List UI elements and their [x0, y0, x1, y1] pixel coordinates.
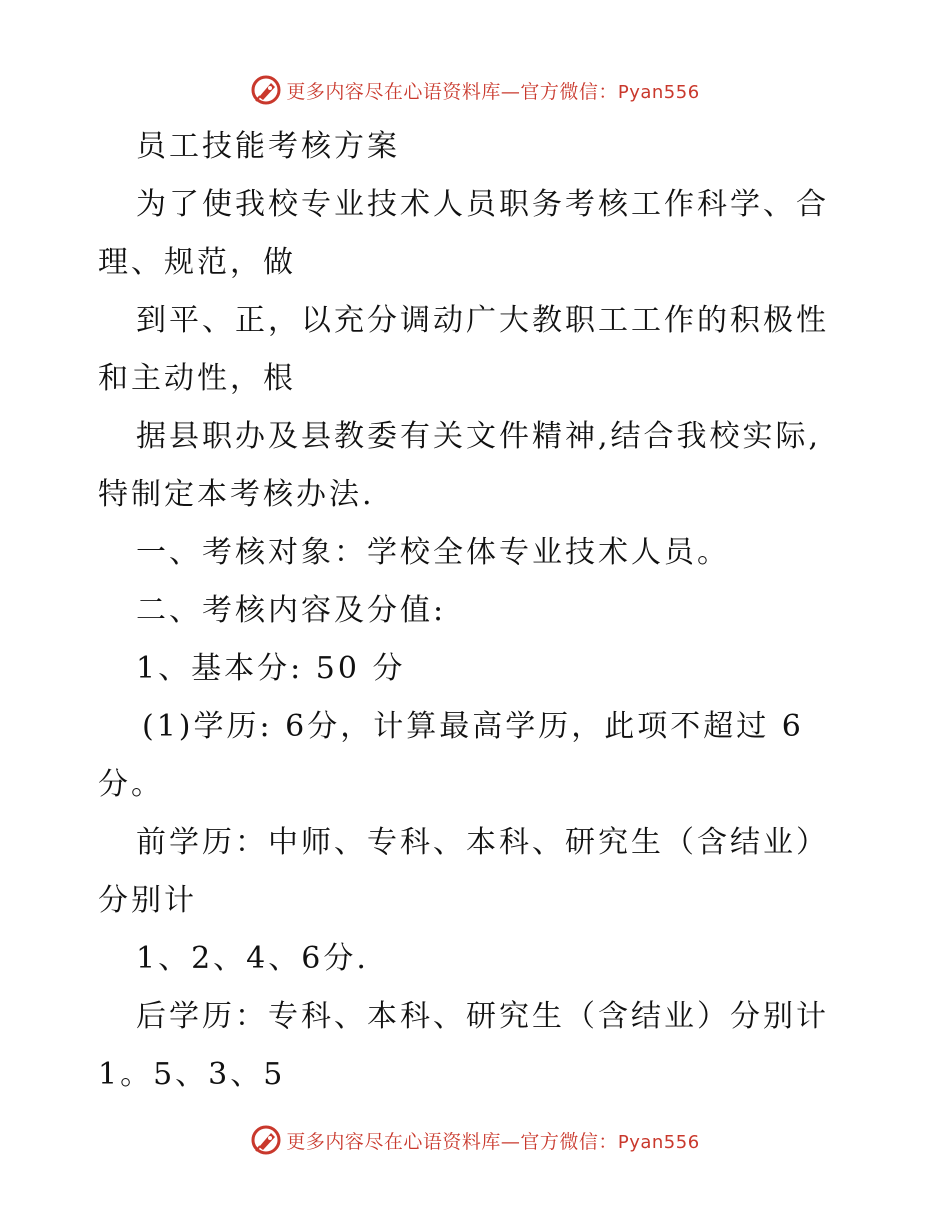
document-body [98, 118, 858, 1104]
paragraph-line: 前学历：中师、专科、本科、研究生（含结业） [136, 825, 829, 860]
paragraph-line: 1、2、4、6分. [136, 941, 369, 976]
pen-nib-logo-icon [250, 1124, 282, 1156]
paragraph-line: 1。5、3、5 [98, 1057, 286, 1092]
paragraph-line: 据县职办及县教委有关文件精神,结合我校实际, [136, 419, 822, 454]
paragraph-line: 为了使我校专业技术人员职务考核工作科学、合 [136, 187, 829, 222]
section-heading: 二、考核内容及分值: [136, 593, 447, 628]
paragraph-line: 理、规范，做 [98, 245, 296, 280]
section-heading: 一、考核对象：学校全体专业技术人员。 [136, 535, 730, 570]
footer-watermark-banner [0, 1120, 950, 1160]
header-watermark-banner [0, 70, 950, 110]
paragraph-line: 分别计 [98, 883, 197, 918]
pen-nib-logo-icon [250, 74, 282, 106]
paragraph-line: 到平、正，以充分调动广大教职工工作的积极性 [136, 303, 829, 338]
paragraph-line: 特制定本考核办法. [98, 477, 375, 512]
subsection-heading: 1、基本分: 50 分 [136, 651, 406, 686]
paragraph-line: (1)学历: 6分，计算最高学历，此项不超过 6 [142, 709, 804, 744]
paragraph-line: 分。 [98, 767, 164, 802]
paragraph-line: 后学历：专科、本科、研究生（含结业）分别计 [136, 999, 829, 1034]
paragraph-line: 和主动性，根 [98, 361, 296, 396]
watermark-text: 更多内容尽在心语资料库—官方微信：Pyan556 [286, 80, 700, 103]
document-title: 员工技能考核方案 [136, 129, 400, 164]
watermark-text: 更多内容尽在心语资料库—官方微信：Pyan556 [286, 1130, 700, 1153]
